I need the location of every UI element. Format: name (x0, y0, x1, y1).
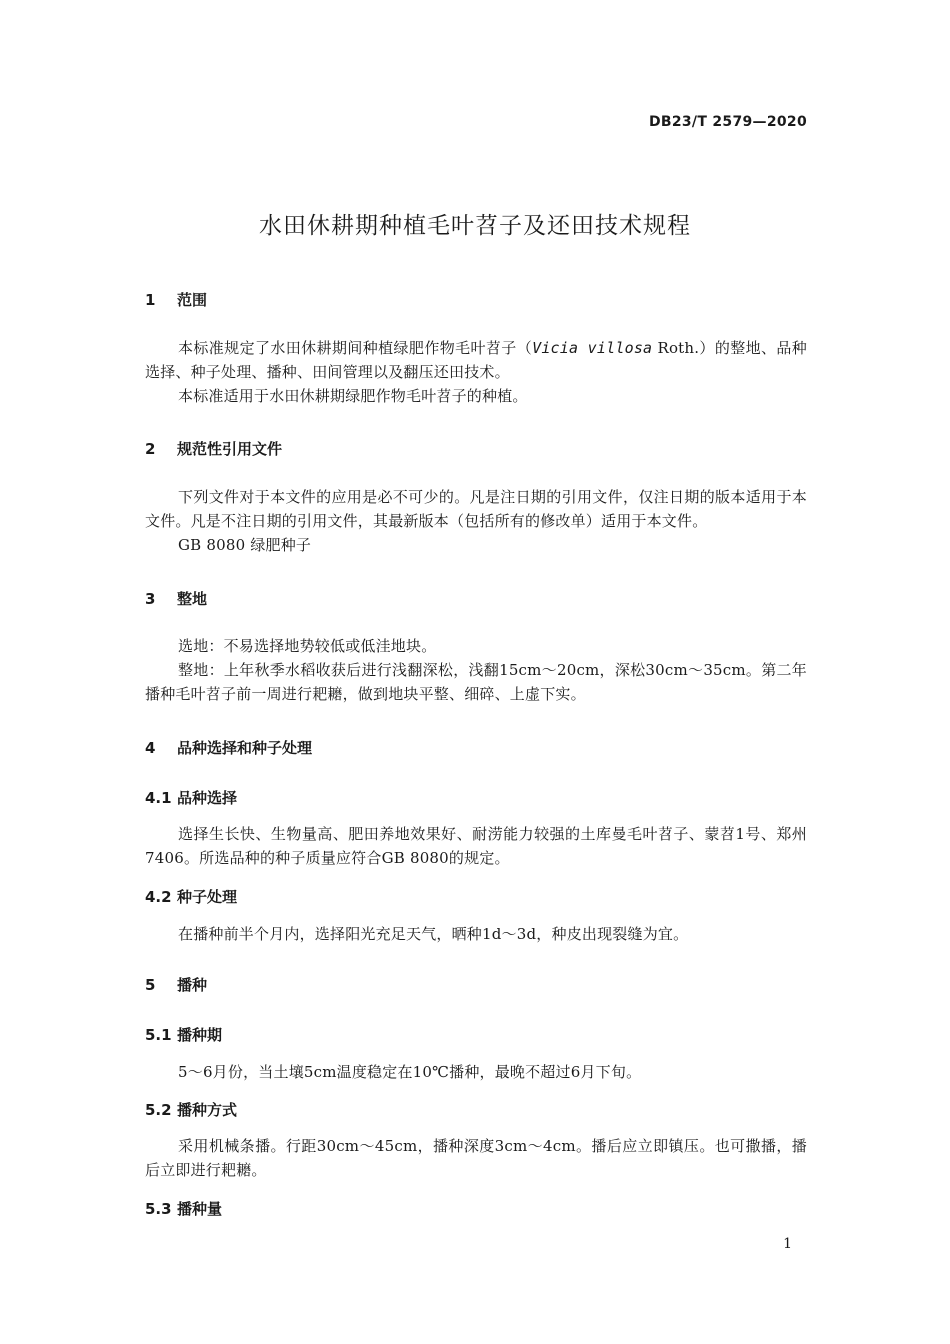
section-title: 播种期 (177, 1026, 223, 1044)
section-number: 4.2 (145, 888, 172, 906)
section-5-heading (145, 974, 207, 995)
section-5-2-paragraph: 采用机械条播。行距30cm～45cm，播种深度3cm～4cm。播后应立即镇压。也可撒播，播后立即进行耙耱。 (145, 1137, 807, 1179)
section-4-heading (145, 737, 312, 758)
paragraph-text: Roth.）的整地、品种选择、种子处理、播种、田间管理以及翻压还田技术。 (145, 339, 808, 381)
section-1-heading (145, 289, 207, 310)
section-1-paragraph-1 (145, 336, 807, 384)
section-number: 5 (145, 976, 156, 994)
section-2-paragraph-1: 下列文件对于本文件的应用是必不可少的。凡是注日期的引用文件，仅注日期的版本适用于本文件。凡是不注日期的引用文件，其最新版本（包括所有的修改单）适用于本文件。 (145, 488, 807, 530)
section-4-2-heading (145, 886, 237, 907)
section-title: 整地 (177, 590, 208, 608)
latin-name: Vicia villosa (532, 339, 653, 357)
section-number: 3 (145, 590, 156, 608)
section-4-2-paragraph: 在播种前半个月内，选择阳光充足天气，晒种1d～3d，种皮出现裂缝为宜。 (178, 925, 689, 943)
section-number: 5.1 (145, 1026, 172, 1044)
section-3-paragraph-2: 整地：上年秋季水稻收获后进行浅翻深松，浅翻15cm～20cm，深松30cm～35cm。第二年播种毛叶苕子前一周进行耙耱，做到地块平整、细碎、上虚下实。 (145, 661, 807, 703)
section-4-1-heading (145, 787, 237, 808)
document-code: DB23/T 2579—2020 (648, 114, 807, 130)
section-title: 播种量 (177, 1200, 223, 1218)
section-number: 4.1 (145, 789, 172, 807)
section-title: 播种方式 (177, 1101, 238, 1119)
page-number: 1 (783, 1236, 792, 1252)
section-number: 1 (145, 291, 156, 309)
section-title: 品种选择和种子处理 (177, 739, 313, 757)
section-title: 播种 (177, 976, 208, 994)
section-5-1-paragraph: 5～6月份，当土壤5cm温度稳定在10℃播种，最晚不超过6月下旬。 (178, 1063, 642, 1081)
section-3-paragraph-1: 选地：不易选择地势较低或低洼地块。 (178, 637, 437, 655)
section-title: 范围 (177, 291, 208, 309)
document-title: 水田休耕期种植毛叶苕子及还田技术规程 (259, 213, 691, 239)
section-title: 规范性引用文件 (177, 440, 283, 458)
paragraph-text: 本标准规定了水田休耕期间种植绿肥作物毛叶苕子（ (178, 339, 533, 357)
section-5-3-heading (145, 1198, 222, 1219)
section-1-paragraph-2: 本标准适用于水田休耕期绿肥作物毛叶苕子的种植。 (178, 387, 528, 405)
section-number: 2 (145, 440, 156, 458)
section-5-1-heading (145, 1024, 222, 1045)
section-5-2-heading (145, 1099, 237, 1120)
section-number: 5.3 (145, 1200, 172, 1218)
section-number: 5.2 (145, 1101, 172, 1119)
section-title: 品种选择 (177, 789, 238, 807)
section-number: 4 (145, 739, 156, 757)
section-title: 种子处理 (177, 888, 238, 906)
section-3-heading (145, 588, 207, 609)
section-2-heading (145, 438, 282, 459)
section-4-1-paragraph: 选择生长快、生物量高、肥田养地效果好、耐涝能力较强的土库曼毛叶苕子、蒙苕1号、郑州7406。所选品种的种子质量应符合GB 8080的规定。 (145, 825, 807, 867)
section-2-paragraph-2: GB 8080 绿肥种子 (178, 536, 312, 554)
